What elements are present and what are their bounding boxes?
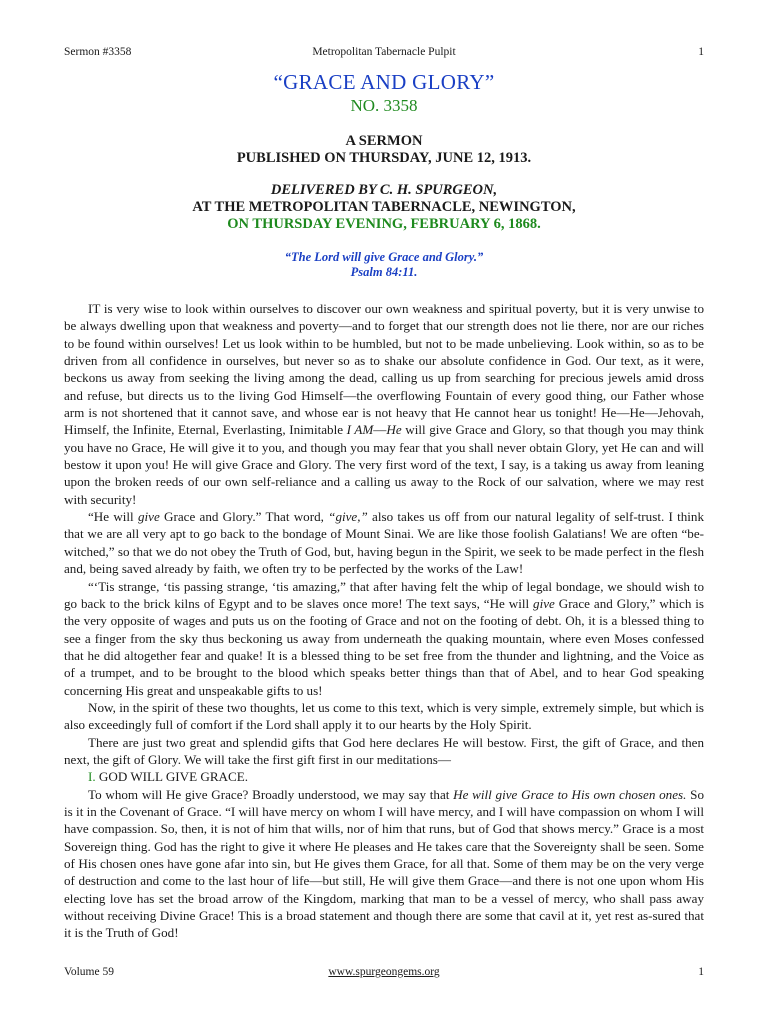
header-page-number: 1 bbox=[698, 46, 704, 58]
title-block bbox=[64, 70, 704, 280]
delivery-info bbox=[64, 182, 704, 233]
scripture-text bbox=[64, 250, 704, 280]
sermon-label: A SERMON bbox=[345, 133, 423, 149]
section-heading bbox=[64, 768, 704, 785]
publication-name: Metropolitan Tabernacle Pulpit bbox=[312, 46, 456, 58]
running-header bbox=[64, 46, 704, 62]
published-date: PUBLISHED ON THURSDAY, JUNE 12, 1913. bbox=[236, 150, 532, 166]
delivery-date: ON THURSDAY EVENING, FEBRUARY 6, 1868. bbox=[227, 216, 541, 232]
sermon-body bbox=[64, 300, 704, 942]
scripture-quote: “The Lord will give Grace and Glory.” bbox=[284, 250, 484, 264]
website-link-wrapper bbox=[64, 966, 704, 978]
footer-page-number: 1 bbox=[698, 966, 704, 978]
paragraph: There are just two great and splendid gifts that God here declares He will bestow. First, the gift of Grace, and then next, the gift of Glory. We will take the first gift first in our meditations— bbox=[64, 734, 704, 767]
paragraph: “‘Tis strange, ‘tis passing strange, ‘tis amazing,” that after having felt the whip of legal bondage, we should wish to go back to the brick kilns of Egypt and to be slaves once more! The text says, “He will give Grace and Glory,” which is the very opposite of wages and puts us on the footing of Grace and not on the footing of debt. Oh, it is a blessed thing to see a finger from the sky thus beckoning us away from underneath the quaking mountain, where even Moses confessed that he did altogether fear and quake! It is a blessed thing to be set free from the thunder and lightning, and the Voice as of a trumpet, and to be brought to the blood which speaks better things than that of Abel, and to hear God speaking concerning His great and unspeakable gifts to us! bbox=[64, 578, 704, 698]
paragraph: Now, in the spirit of these two thoughts, let us come to this text, which is very simple, extremely simple, but which is also exceedingly full of comfort if the Lord shall apply it to our hearts by the Holy Spirit. bbox=[64, 699, 704, 733]
section-title: GOD WILL GIVE GRACE. bbox=[95, 769, 249, 785]
publication-info bbox=[64, 133, 704, 167]
sermon-title: “GRACE AND GLORY” bbox=[273, 70, 495, 94]
website-link[interactable]: www.spurgeongems.org bbox=[328, 966, 440, 978]
venue-line: AT THE METROPOLITAN TABERNACLE, NEWINGTON, bbox=[192, 199, 576, 215]
preacher-line: DELIVERED BY C. H. SPURGEON, bbox=[270, 182, 498, 198]
paragraph: “He will give Grace and Glory.” That word, “give,” also takes us off from our natural legality of self-trust. I think that we are all very apt to go back to the bondage of Mount Sinai. We are like those foolish Galatians! We are often “be-witched,” so that we do not obey the Truth of God, but, having begun in the Spirit, we seek to be made perfect in the flesh and, being saved already by faith, we often try to be perfected by the works of the Law! bbox=[64, 509, 705, 577]
page-footer bbox=[64, 966, 704, 982]
scripture-reference: Psalm 84:11. bbox=[350, 265, 418, 279]
volume-label: Volume 59 bbox=[64, 966, 114, 978]
paragraph: To whom will He give Grace? Broadly understood, we may say that He will give Grace to His own chosen ones. So is it in the Covenant of Grace. “I will have mercy on whom I will have mercy, and I will have compassion on whom I will have compassion. So, then, it is not of him that wills, nor of him that runs, but of God that shows mercy.” Grace is a most Sovereign thing. God has the right to give it where He pleases and He takes care that the Sovereignty shall be seen. Some of His chosen ones have gone afar into sin, but He gives them Grace, for all that. Some of them may be on the very verge of destruction and come to the last hour of life—but still, He will give them Grace—and there is not one upon whom His electing love has set the broad arrow of the Kingdom, marking that man to be a vessel of mercy, who shall pass away without receiving Divine Grace! This is a broad statement and though there are some that cavil at it, yet rest as-sured that it is the Truth of God! bbox=[64, 786, 705, 941]
sermon-number: NO. 3358 bbox=[350, 96, 418, 115]
section-number: I. bbox=[88, 769, 96, 785]
sermon-reference: Sermon #3358 bbox=[64, 46, 132, 58]
paragraph: IT is very wise to look within ourselves to discover our own weakness and spiritual poverty, but it is very unwise to be always dwelling upon that weakness and poverty—and to forget that our strength does not lie there, nor are our riches to be found within ourselves! Let us look within to be humbled, but not to be made unbelieving. Look within, so as to be driven from all confidence in ourselves, but never so as to shake our absolute confidence in God. Our text, as it were, beckons us away from seeking the living among the dead, calling us up from searching for precious jewels amid dross and refuse, but directs us to the living God Himself—the overflowing Fountain of every good thing, our Father whose arm is not shortened that it cannot save, and whose ear is not heavy that He cannot hear us tonight! He—He—Jehovah, Himself, the Infinite, Eternal, Everlasting, Inimitable I AM—He will give Grace and Glory, so that though you may think you have no Grace, He will give it to you, and though you may fear that you shall never obtain Glory, yet He can and will bestow it upon you! He will give Grace and Glory. The very first word of the text, I say, is a taking us away from leaning upon the broken reeds of our own self-reliance and a calling us away to the Rock of our salvation, where we may rest with security! bbox=[64, 301, 704, 507]
